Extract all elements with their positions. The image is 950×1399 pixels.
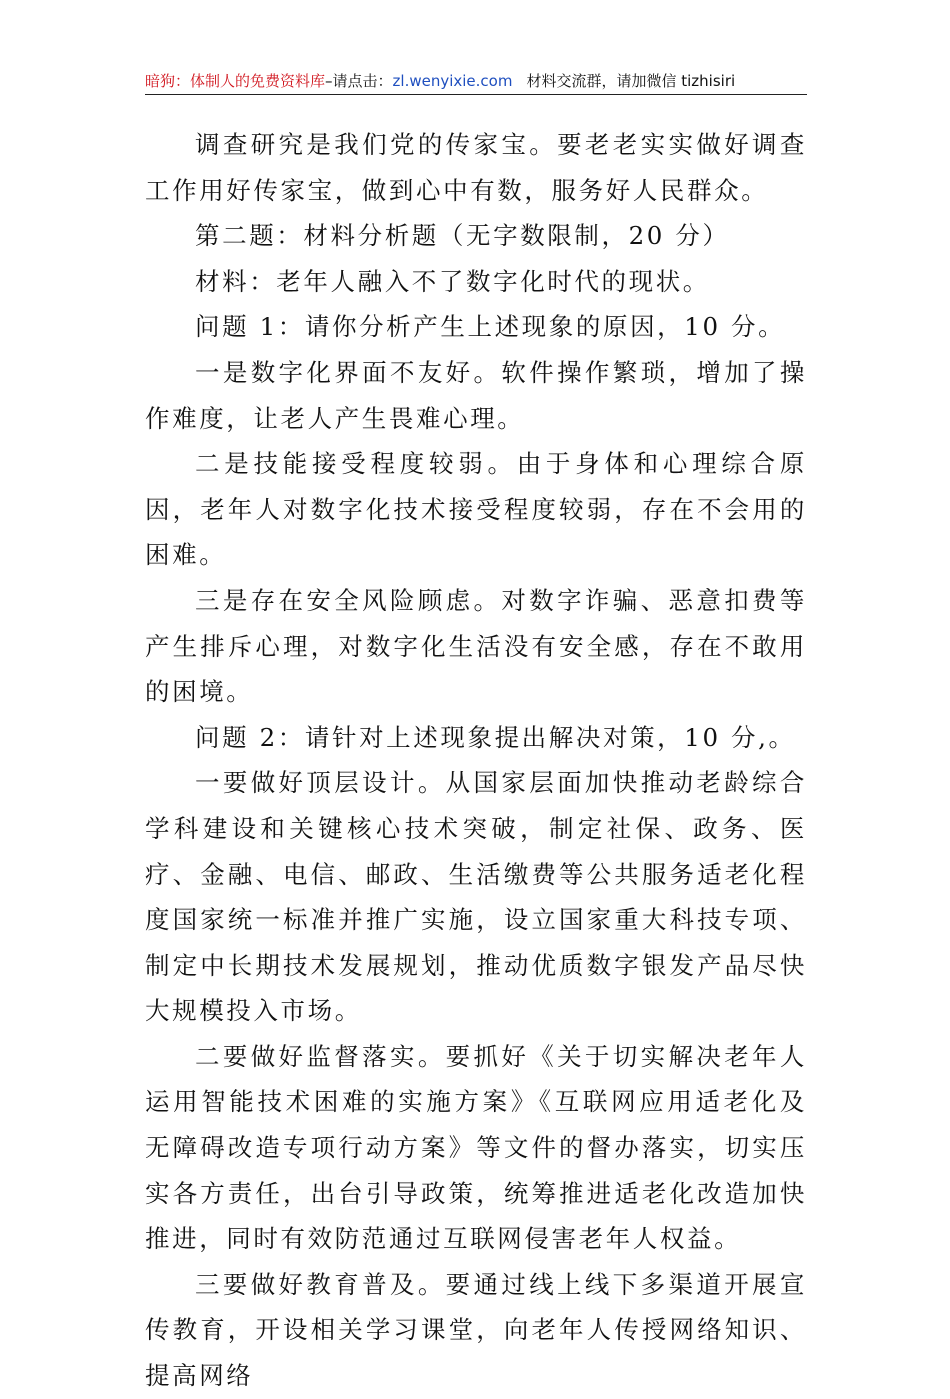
paragraph: 三是存在安全风险顾虑。对数字诈骗、恶意扣费等产生排斥心理，对数字化生活没有安全感，存在不敢用的困境。 — [145, 585, 807, 707]
header-url-link[interactable]: zl.wenyixie.com — [392, 72, 513, 90]
header-click-label: –请点击： — [325, 72, 393, 90]
header-brand: 暗狗：体制人的免费资料库 — [145, 72, 326, 90]
material-line: 材料：老年人融入不了数字化时代的现状。 — [195, 266, 710, 296]
paragraph: 调查研究是我们党的传家宝。要老老实实做好调查工作用好传家宝，做到心中有数，服务好人民群众。 — [145, 130, 807, 205]
paragraph: 一是数字化界面不友好。软件操作繁琐，增加了操作难度，让老人产生畏难心理。 — [145, 357, 807, 433]
paragraph: 一要做好顶层设计。从国家层面加快推动老龄综合学科建设和关键核心技术突破，制定社保、政务、医疗、金融、电信、邮政、生活缴费等公共服务适老化程度国家统一标准并推广实施，设立国家重大科技专项、制定中长期技术发展规划，推动优质数字银发产品尽快大规模投入市场。 — [145, 768, 807, 1026]
header-group-note: 材料交流群，请加微信 tizhisiri — [526, 72, 736, 90]
document-body — [145, 122, 807, 1399]
question-1: 问题 1：请你分析产生上述现象的原因，10 分。 — [195, 312, 786, 342]
paragraph: 三要做好教育普及。要通过线上线下多渠道开展宣传教育，开设相关学习课堂，向老年人传授网络知识、提高网络 — [145, 1269, 807, 1391]
question-heading: 第二题：材料分析题（无字数限制，20 分） — [195, 221, 730, 251]
question-2: 问题 2：请针对上述现象提出解决对策，10 分,。 — [195, 722, 796, 752]
page-header — [145, 68, 807, 94]
paragraph: 二是技能接受程度较弱。由于身体和心理综合原因，老年人对数字化技术接受程度较弱，存在不会用的困难。 — [145, 449, 807, 570]
header-divider — [145, 94, 807, 95]
paragraph: 二要做好监督落实。要抓好《关于切实解决老年人运用智能技术困难的实施方案》《互联网应用适老化及无障碍改造专项行动方案》等文件的督办落实，切实压实各方责任，出台引导政策，统筹推进适老化改造加快推进，同时有效防范通过互联网侵害老年人权益。 — [145, 1041, 807, 1254]
